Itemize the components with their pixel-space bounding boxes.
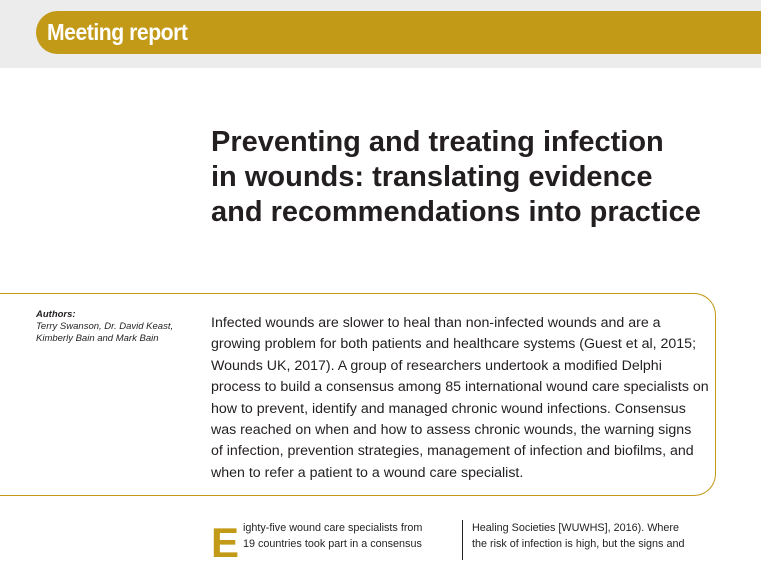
abstract-line: of infection, prevention strategies, management of infection and biofilms, and	[211, 443, 694, 460]
abstract-line: growing problem for both patients and healthcare systems (Guest et al, 2015;	[211, 336, 697, 353]
article-title	[211, 125, 751, 230]
body-column-1-text	[243, 520, 453, 552]
authors-line: Terry Swanson, Dr. David Keast,	[36, 321, 174, 332]
body-line: ighty-five wound care specialists from	[243, 522, 423, 534]
body-line: the risk of infection is high, but the signs and	[472, 538, 685, 550]
body-column-2	[472, 520, 732, 552]
column-divider	[462, 520, 463, 560]
abstract-line: was reached on when and how to assess chronic wounds, the warning signs	[211, 422, 692, 439]
section-label: Meeting report	[47, 19, 188, 45]
section-tab	[36, 11, 761, 54]
drop-cap: E	[211, 519, 240, 566]
title-line: and recommendations into practice	[211, 196, 701, 228]
header-band	[0, 0, 761, 68]
title-line: Preventing and treating infection	[211, 126, 664, 158]
abstract-line: how to prevent, identify and managed chronic wound infections. Consensus	[211, 400, 686, 417]
authors-line: Kimberly Bain and Mark Bain	[36, 333, 159, 344]
abstract-line: Wounds UK, 2017). A group of researchers undertook a modified Delphi	[211, 357, 662, 374]
abstract-text	[211, 313, 711, 484]
authors-heading: Authors:	[36, 309, 76, 320]
authors-block	[36, 309, 201, 345]
body-line: Healing Societies [WUWHS], 2016). Where	[472, 522, 680, 534]
abstract-line: process to build a consensus among 85 international wound care specialists on	[211, 379, 709, 396]
abstract-line: when to refer a patient to a wound care specialist.	[211, 464, 524, 481]
title-line: in wounds: translating evidence	[211, 161, 653, 193]
abstract-line: Infected wounds are slower to heal than non-infected wounds and are a	[211, 315, 661, 331]
body-line: 19 countries took part in a consensus	[243, 538, 422, 550]
